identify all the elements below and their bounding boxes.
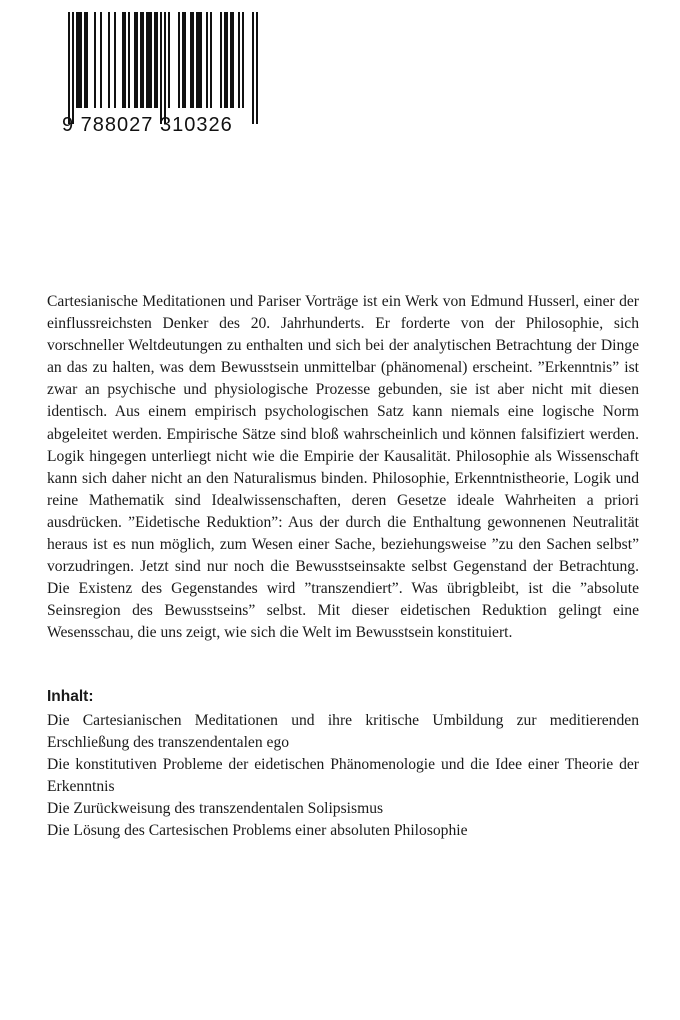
barcode-bar [198,12,200,108]
barcode-bar [224,12,226,108]
barcode-bar [252,12,254,124]
barcode-bar [150,12,152,108]
barcode-bar [168,12,170,108]
book-description: Cartesianische Meditationen und Pariser Vorträge ist ein Werk von Edmund Husserl, einer der einflussreichsten Denker des 20. Jahrhunderts. Er forderte von der Philosophie, sich vorschneller Weltdeutungen zu enthalten und sich bei der analytischen Betrachtung der Dinge an das zu halten, was dem Bewusstsein unmittelbar (phänomenal) erscheint. ”Erkenntnis” ist zwar an psychische und physiologische Prozesse gebunden, sie ist aber nicht mit diesen identisch. Aus einem empirisch psychologischen Satz kann niemals eine logische Norm abgeleitet werden. Empirische Sätze sind bloß wahrscheinlich und können falsifiziert werden. Logik hingegen unterliegt nicht wie die Empirie der Kausalität. Philosophie als Wissenschaft kann sich daher nicht an den Naturalismus binden. Philosophie, Erkenntnistheorie, Logik und reine Mathematik sind Idealwissenschaften, deren Gesetze ideale Wahrheiten a priori ausdrücken. ”Eidetische Reduktion”: Aus der durch die Enthaltung gewonnenen Neutralität heraus ist es nun möglich, zum Wesen einer Sache, beziehungsweise ”zu den Sachen selbst” vorzudringen. Jetzt sind nur noch die Bewusstseinsakte selbst Gegenstand der Betrachtung. Die Existenz des Gegenstandes wird ”transzendiert”. Was übrigbleibt, ist die ”absolute Seinsregion des Bewusstseins” selbst. Mit dieser eidetischen Reduktion gelingt eine Wesensschau, die uns zeigt, wie sich die Welt im Bewusstsein konstituiert. [47,293,639,642]
barcode-bar [220,12,222,108]
barcode-bar [72,12,74,124]
barcode-bar [108,12,110,108]
barcode-bar [94,12,96,108]
barcode-bar [206,12,208,108]
barcode-bar [210,12,212,108]
barcode-bar [184,12,186,108]
barcode-bar [136,12,138,108]
barcode-bar [142,12,144,108]
barcode-bar [178,12,180,108]
barcode-bar [78,12,80,108]
barcode-bar [156,12,158,108]
barcode-bar [134,12,136,108]
contents-item: Die konstitutiven Probleme der eidetischen Phänomenologie und die Idee einer Theorie der Erkenntnis [47,756,639,795]
barcode-bar [128,12,130,108]
barcode-bar [146,12,148,108]
barcode-bar [256,12,258,124]
barcode-bar [160,12,162,124]
barcode-bar [86,12,88,108]
barcode-bar [84,12,86,108]
barcode-bar [232,12,234,108]
barcode-bar [124,12,126,108]
isbn-number: 9 788027 310326 [62,114,233,136]
barcode-bar [76,12,78,108]
barcode-bar [154,12,156,108]
contents-item: Die Lösung des Cartesischen Problems einer absoluten Philosophie [47,822,468,839]
barcode-bar [164,12,166,124]
barcode-bar [230,12,232,108]
contents-list [47,710,639,842]
barcode-bars [58,12,266,124]
barcode-bar [182,12,184,108]
barcode-bar [226,12,228,108]
barcode-bar [148,12,150,108]
contents-item: Die Cartesianischen Meditationen und ihre kritische Umbildung zur meditierenden Erschließung des transzendentalen ego [47,712,639,751]
barcode-bar [114,12,116,108]
contents-heading: Inhalt: [47,688,94,705]
barcode-bar [122,12,124,108]
barcode-bar [242,12,244,108]
barcode-bar [196,12,198,108]
barcode-bar [80,12,82,108]
barcode-bar [100,12,102,108]
contents-item: Die Zurückweisung des transzendentalen Solipsismus [47,800,384,817]
barcode-bar [140,12,142,108]
barcode-bar [200,12,202,108]
isbn-barcode [58,12,266,136]
barcode-bar [238,12,240,108]
barcode-bar [192,12,194,108]
barcode-bar [68,12,70,124]
barcode-bar [190,12,192,108]
